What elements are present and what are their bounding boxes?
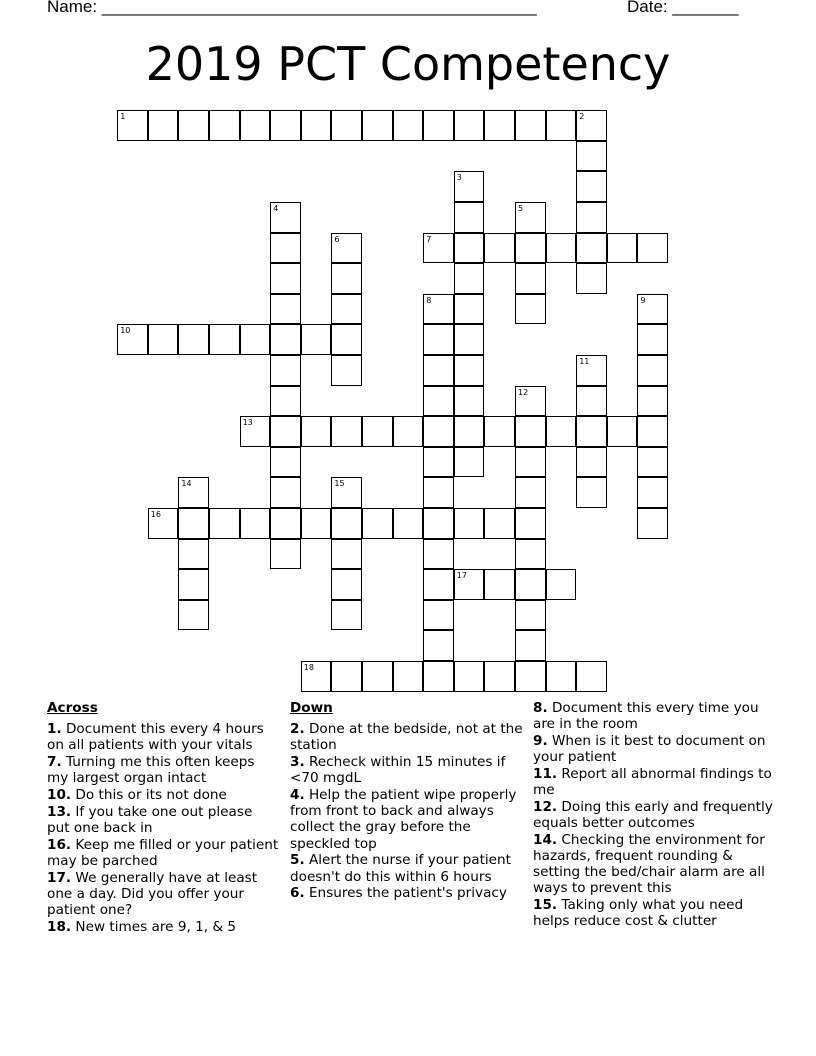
grid-cell[interactable] [454, 386, 485, 417]
grid-cell[interactable] [515, 233, 546, 264]
grid-cell[interactable] [576, 477, 607, 508]
grid-cell[interactable] [423, 416, 454, 447]
grid-cell[interactable] [454, 110, 485, 141]
grid-cell[interactable] [331, 508, 362, 539]
grid-cell[interactable] [546, 110, 577, 141]
clue-number: 8. [533, 700, 548, 716]
grid-cell[interactable] [637, 386, 668, 417]
clue-item [533, 766, 773, 798]
clue-number-label: 17 [456, 571, 467, 581]
grid-cell[interactable] [607, 233, 638, 264]
grid-cell[interactable] [454, 171, 485, 202]
grid-cell[interactable] [270, 263, 301, 294]
grid-cell[interactable] [393, 416, 424, 447]
grid-cell[interactable] [270, 233, 301, 264]
grid-cell[interactable] [178, 508, 209, 539]
clue-item [290, 885, 528, 901]
grid-cell[interactable] [331, 294, 362, 325]
grid-cell[interactable] [331, 355, 362, 386]
grid-cell[interactable] [423, 324, 454, 355]
clue-item [533, 897, 773, 929]
clue-item [533, 700, 773, 732]
grid-cell[interactable] [576, 202, 607, 233]
grid-cell[interactable] [454, 661, 485, 692]
clue-number: 7. [47, 754, 62, 771]
clue-item [290, 787, 528, 852]
clue-number-label: 5 [518, 204, 524, 213]
clue-number: 12. [533, 798, 558, 815]
grid-cell[interactable] [301, 416, 332, 447]
grid-cell[interactable] [362, 508, 393, 539]
clue-number-label: 13 [242, 418, 253, 428]
grid-cell[interactable] [301, 110, 332, 141]
grid-cell[interactable] [423, 386, 454, 417]
grid-cell[interactable] [270, 202, 301, 233]
grid-cell[interactable] [576, 447, 607, 478]
grid-cell[interactable] [576, 386, 607, 417]
grid-cell[interactable] [515, 447, 546, 478]
clue-text: Do this or its not done [75, 787, 227, 804]
grid-cell[interactable] [270, 324, 301, 355]
grid-cell[interactable] [484, 508, 515, 539]
grid-cell[interactable] [209, 110, 240, 141]
clue-text: Checking the environment for hazards, frequent rounding & setting the bed/chair alarm are all ways to prevent this [533, 831, 765, 897]
grid-cell[interactable] [576, 171, 607, 202]
grid-cell[interactable] [515, 569, 546, 600]
clue-number-label: 3 [456, 173, 462, 183]
grid-cell[interactable] [117, 324, 148, 355]
grid-cell[interactable] [178, 539, 209, 570]
grid-cell[interactable] [515, 386, 546, 417]
clue-text: Done at the bedside, not at the station [290, 721, 523, 754]
grid-cell[interactable] [362, 416, 393, 447]
grid-cell[interactable] [546, 233, 577, 264]
grid-cell[interactable] [637, 233, 668, 264]
down-heading: Down [290, 700, 333, 716]
clue-number-label: 15 [334, 479, 345, 489]
clue-number: 15. [533, 896, 558, 913]
grid-cell[interactable] [270, 416, 301, 447]
grid-cell[interactable] [454, 569, 485, 600]
clue-item [533, 733, 773, 765]
clue-number: 5. [290, 852, 305, 869]
grid-cell[interactable] [515, 539, 546, 570]
grid-cell[interactable] [178, 324, 209, 355]
grid-cell[interactable] [515, 263, 546, 294]
grid-cell[interactable] [454, 447, 485, 478]
grid-cell[interactable] [270, 508, 301, 539]
across-clues [47, 700, 279, 935]
clue-text: If you take one out please put one back in [47, 803, 253, 836]
grid-cell[interactable] [423, 110, 454, 141]
grid-cell[interactable] [515, 477, 546, 508]
grid-cell[interactable] [148, 110, 179, 141]
clue-item [290, 852, 528, 884]
grid-cell[interactable] [270, 477, 301, 508]
clue-number-label: 18 [303, 663, 314, 672]
grid-cell[interactable] [148, 324, 179, 355]
grid-cell[interactable] [423, 661, 454, 692]
grid-cell[interactable] [331, 600, 362, 631]
grid-cell[interactable] [576, 355, 607, 386]
grid-cell[interactable] [362, 661, 393, 692]
clue-text: Keep me filled or your patient may be parched [47, 836, 279, 869]
grid-cell[interactable] [637, 355, 668, 386]
grid-cell[interactable] [454, 508, 485, 539]
grid-cell[interactable] [484, 110, 515, 141]
grid-cell[interactable] [393, 661, 424, 692]
grid-cell[interactable] [270, 294, 301, 325]
grid-cell[interactable] [178, 569, 209, 600]
grid-cell[interactable] [576, 263, 607, 294]
clue-number: 9. [533, 732, 548, 749]
grid-cell[interactable] [484, 416, 515, 447]
grid-cell[interactable] [637, 324, 668, 355]
grid-cell[interactable] [546, 661, 577, 692]
clue-number-label: 7 [426, 234, 432, 244]
clue-number-label: 10 [120, 326, 131, 336]
grid-cell[interactable] [270, 447, 301, 478]
name-field[interactable]: Name: ______________________________________________ [47, 0, 537, 16]
clue-number: 14. [533, 831, 558, 848]
grid-cell[interactable] [240, 508, 271, 539]
grid-cell[interactable] [331, 324, 362, 355]
grid-cell[interactable] [454, 355, 485, 386]
grid-cell[interactable] [515, 661, 546, 692]
grid-cell[interactable] [423, 569, 454, 600]
clue-item [290, 754, 528, 786]
clue-text: New times are 9, 1, & 5 [75, 918, 236, 935]
grid-cell[interactable] [301, 508, 332, 539]
grid-cell[interactable] [270, 539, 301, 570]
grid-cell[interactable] [576, 110, 607, 141]
clue-number-label: 14 [181, 479, 192, 489]
grid-cell[interactable] [454, 263, 485, 294]
clue-item [47, 787, 279, 803]
grid-cell[interactable] [148, 508, 179, 539]
grid-cell[interactable] [515, 630, 546, 661]
grid-cell[interactable] [637, 447, 668, 478]
clue-item [47, 837, 279, 869]
grid-cell[interactable] [454, 202, 485, 233]
grid-cell[interactable] [423, 447, 454, 478]
grid-cell[interactable] [454, 416, 485, 447]
grid-cell[interactable] [515, 202, 546, 233]
grid-cell[interactable] [637, 416, 668, 447]
clue-number: 2. [290, 721, 305, 738]
grid-cell[interactable] [484, 569, 515, 600]
grid-cell[interactable] [454, 294, 485, 325]
page-title: 2019 PCT Competency [145, 37, 671, 91]
date-field[interactable]: Date: _______ [627, 0, 739, 16]
clue-text: Report all abnormal findings to me [533, 765, 772, 799]
grid-cell[interactable] [454, 233, 485, 264]
grid-cell[interactable] [270, 110, 301, 141]
clue-item [47, 919, 279, 935]
grid-cell[interactable] [607, 416, 638, 447]
clue-item [290, 721, 528, 753]
grid-cell[interactable] [331, 110, 362, 141]
grid-cell[interactable] [515, 110, 546, 141]
grid-cell[interactable] [515, 416, 546, 447]
grid-cell[interactable] [515, 600, 546, 631]
clue-text: Help the patient wipe properly from front to back and always collect the gray before the speckled top [290, 787, 517, 852]
clue-number: 1. [47, 721, 62, 738]
grid-cell[interactable] [515, 508, 546, 539]
grid-cell[interactable] [178, 600, 209, 631]
clue-number: 3. [290, 754, 305, 771]
clue-number-label: 9 [640, 295, 646, 305]
grid-cell[interactable] [178, 477, 209, 508]
grid-cell[interactable] [423, 355, 454, 386]
clue-text: We generally have at least one a day. Did you offer your patient one? [47, 869, 258, 918]
clue-text: Alert the nurse if your patient doesn't do this within 6 hours [290, 852, 511, 885]
grid-cell[interactable] [240, 416, 271, 447]
clue-item [47, 870, 279, 919]
grid-cell[interactable] [331, 569, 362, 600]
grid-cell[interactable] [301, 324, 332, 355]
grid-cell[interactable] [484, 661, 515, 692]
grid-cell[interactable] [117, 110, 148, 141]
clue-item [533, 799, 773, 831]
clue-item [533, 832, 773, 897]
clue-text: Turning me this often keeps my largest organ intact [47, 754, 255, 787]
grid-cell[interactable] [515, 294, 546, 325]
clue-number-label: 12 [518, 387, 529, 397]
grid-cell[interactable] [484, 233, 515, 264]
grid-cell[interactable] [240, 110, 271, 141]
clue-text: Document this every time you are in the room [533, 700, 759, 733]
grid-cell[interactable] [423, 233, 454, 264]
grid-cell[interactable] [270, 355, 301, 386]
clue-number-label: 6 [334, 234, 340, 244]
clue-number: 4. [290, 787, 305, 804]
clue-number-label: 2 [579, 112, 585, 122]
grid-cell[interactable] [393, 110, 424, 141]
clue-number-label: 16 [150, 510, 161, 519]
clue-number: 6. [290, 885, 305, 902]
grid-cell[interactable] [576, 661, 607, 692]
grid-cell[interactable] [178, 110, 209, 141]
grid-cell[interactable] [423, 630, 454, 661]
clue-number: 17. [47, 869, 72, 886]
clue-number: 18. [47, 918, 72, 935]
clue-text: When is it best to document on your patient [533, 732, 766, 766]
clue-number: 10. [47, 787, 72, 804]
grid-cell[interactable] [393, 508, 424, 539]
grid-cell[interactable] [362, 110, 393, 141]
grid-cell[interactable] [331, 263, 362, 294]
grid-cell[interactable] [576, 416, 607, 447]
clue-number: 16. [47, 836, 72, 853]
clue-number-label: 4 [273, 204, 279, 213]
grid-cell[interactable] [423, 600, 454, 631]
grid-cell[interactable] [423, 477, 454, 508]
grid-cell[interactable] [637, 294, 668, 325]
grid-cell[interactable] [301, 661, 332, 692]
grid-cell[interactable] [331, 539, 362, 570]
grid-cell[interactable] [209, 324, 240, 355]
clue-text: Ensures the patient's privacy [308, 885, 507, 902]
clue-text: Taking only what you need helps reduce cost & clutter [533, 896, 744, 930]
grid-cell[interactable] [637, 477, 668, 508]
grid-cell[interactable] [454, 324, 485, 355]
clue-item [47, 804, 279, 836]
clue-item [47, 721, 279, 753]
clue-item [47, 754, 279, 786]
grid-cell[interactable] [576, 141, 607, 172]
grid-cell[interactable] [576, 233, 607, 264]
grid-cell[interactable] [240, 324, 271, 355]
grid-cell[interactable] [270, 386, 301, 417]
clue-number: 13. [47, 803, 72, 820]
clue-number: 11. [533, 765, 558, 782]
clue-number-label: 11 [579, 357, 590, 366]
clue-text: Recheck within 15 minutes if <70 mgdL [290, 754, 506, 787]
grid-cell[interactable] [423, 508, 454, 539]
across-heading: Across [47, 700, 98, 716]
grid-cell[interactable] [637, 508, 668, 539]
grid-cell[interactable] [331, 233, 362, 264]
grid-cell[interactable] [209, 508, 240, 539]
grid-cell[interactable] [546, 569, 577, 600]
grid-cell[interactable] [331, 416, 362, 447]
down-clues [290, 700, 528, 902]
grid-cell[interactable] [331, 477, 362, 508]
grid-cell[interactable] [546, 416, 577, 447]
grid-cell[interactable] [331, 661, 362, 692]
clue-number-label: 1 [120, 112, 126, 122]
clue-number-label: 8 [426, 295, 432, 305]
grid-cell[interactable] [423, 539, 454, 570]
down-clues-continued [533, 700, 773, 930]
grid-cell[interactable] [423, 294, 454, 325]
clue-text: Document this every 4 hours on all patients with your vitals [47, 721, 264, 754]
clue-text: Doing this early and frequently equals better outcomes [533, 798, 773, 831]
